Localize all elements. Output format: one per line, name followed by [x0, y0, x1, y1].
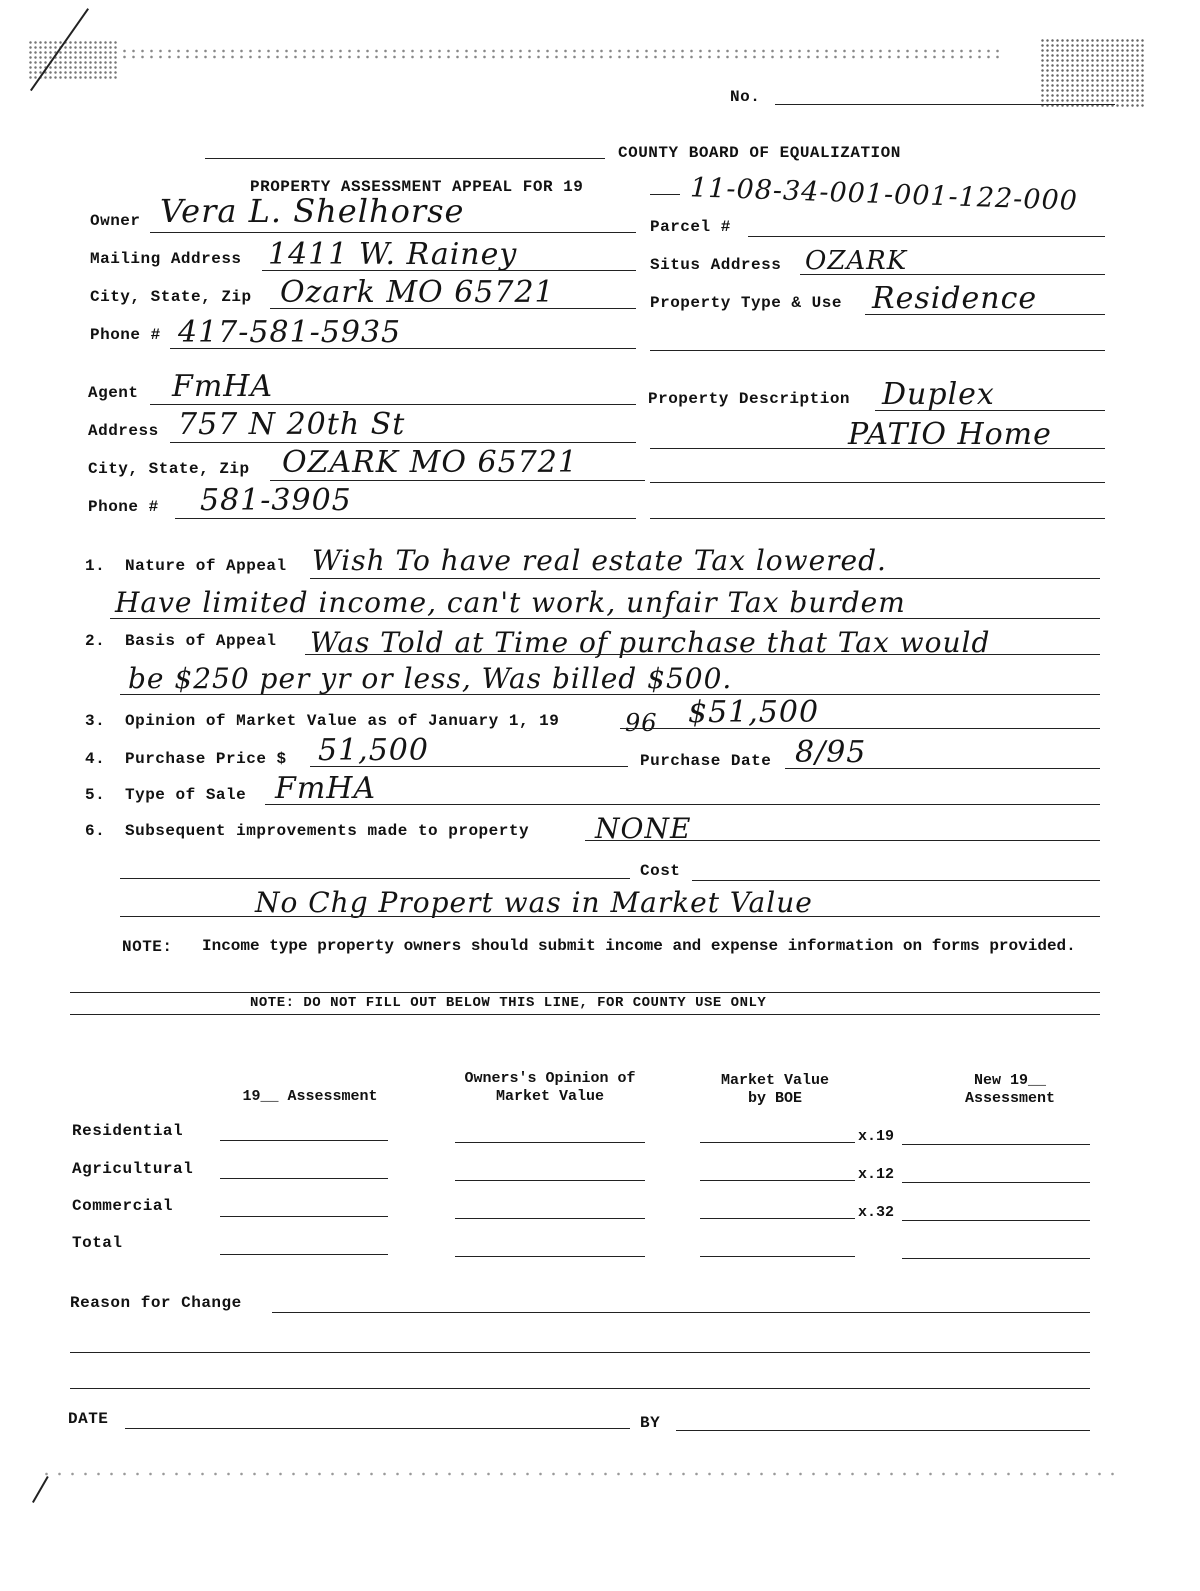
type-line — [865, 314, 1105, 315]
item-3-number: 3. — [85, 712, 106, 730]
row-line — [220, 1254, 388, 1255]
row-line — [902, 1182, 1090, 1183]
col-opinion-header-2: Market Value — [495, 1088, 605, 1105]
basis-line-2 — [120, 694, 1100, 695]
situs-value: OZARK — [805, 246, 908, 276]
by-label: BY — [640, 1414, 661, 1432]
agent-city-line — [270, 480, 645, 481]
remark-value: No Chg Propert was in Market Value — [255, 886, 813, 919]
item-4-number: 4. — [85, 750, 106, 768]
price-label: Purchase Price $ — [125, 750, 287, 768]
row-multiplier: x.12 — [858, 1166, 895, 1183]
reason-line-1 — [272, 1312, 1090, 1313]
row-label-commercial: Commercial — [72, 1197, 174, 1215]
owner-label: Owner — [90, 212, 141, 230]
mailing-label: Mailing Address — [90, 250, 242, 268]
improve-line-2 — [120, 878, 630, 879]
col-opinion-header-1: Owners's Opinion of — [464, 1070, 636, 1087]
row-line — [902, 1144, 1090, 1145]
parcel-value: 11-08-34-001-001-122-000 — [689, 172, 1079, 217]
description-value-2: PATIO Home — [848, 417, 1052, 452]
county-name-line — [205, 158, 605, 159]
opinion-label: Opinion of Market Value as of January 1, 19 — [125, 712, 560, 730]
row-label-total: Total — [72, 1234, 123, 1252]
reason-label: Reason for Change — [70, 1294, 242, 1312]
type-label: Property Type & Use — [650, 294, 842, 312]
row-line — [455, 1142, 645, 1143]
purchase-date-label: Purchase Date — [640, 752, 772, 770]
owner-value: Vera L. Shelhorse — [160, 192, 465, 230]
row-line — [455, 1218, 645, 1219]
opinion-line — [620, 728, 1100, 729]
agent-address-line — [170, 442, 636, 443]
description-label: Property Description — [648, 390, 851, 408]
row-line — [455, 1256, 645, 1257]
col-boe-header-1: Market Value — [720, 1072, 830, 1089]
agent-phone-line — [175, 518, 636, 519]
situs-line — [800, 274, 1105, 275]
by-line — [676, 1430, 1090, 1431]
description-line-2 — [650, 448, 1105, 449]
basis-label: Basis of Appeal — [125, 632, 277, 650]
owner-phone-label: Phone # — [90, 326, 161, 344]
cost-line — [692, 880, 1100, 881]
description-line-4 — [650, 518, 1105, 519]
nature-label: Nature of Appeal — [125, 557, 287, 575]
improve-value: NONE — [595, 812, 692, 845]
basis-value-1: Was Told at Time of purchase that Tax would — [310, 626, 991, 659]
basis-line-1 — [305, 654, 1100, 655]
owner-phone-value: 417-581-5935 — [178, 315, 402, 350]
row-line — [700, 1256, 855, 1257]
date-label: DATE — [68, 1410, 109, 1428]
year-line — [650, 194, 680, 195]
row-line — [220, 1178, 388, 1179]
item-1-number: 1. — [85, 557, 106, 575]
sale-value: FmHA — [275, 771, 377, 806]
remark-line — [120, 916, 1100, 917]
agent-phone-value: 581-3905 — [200, 483, 352, 518]
agent-label: Agent — [88, 384, 139, 402]
agent-city-value: OZARK MO 65721 — [282, 445, 578, 480]
note-label: NOTE: — [122, 938, 173, 956]
date-line — [125, 1428, 630, 1429]
row-multiplier: x.19 — [858, 1128, 895, 1145]
row-line — [902, 1258, 1090, 1259]
sale-line — [265, 804, 1100, 805]
mailing-value: 1411 W. Rainey — [268, 237, 518, 272]
item-5-number: 5. — [85, 786, 106, 804]
agent-address-label: Address — [88, 422, 159, 440]
col-boe-header-2: by BOE — [747, 1090, 802, 1107]
purchase-date-line — [785, 768, 1100, 769]
agent-city-label: City, State, Zip — [88, 460, 250, 478]
opinion-value: $51,500 — [688, 695, 820, 730]
price-line — [310, 766, 628, 767]
row-line — [700, 1142, 855, 1143]
owner-phone-line — [170, 348, 636, 349]
situs-label: Situs Address — [650, 256, 782, 274]
board-title: COUNTY BOARD OF EQUALIZATION — [618, 144, 901, 162]
item-2-number: 2. — [85, 632, 106, 650]
sale-label: Type of Sale — [125, 786, 247, 804]
description-line-1 — [875, 410, 1105, 411]
cost-label: Cost — [640, 862, 681, 880]
form-title: PROPERTY ASSESSMENT APPEAL FOR 19 — [250, 178, 584, 196]
row-label-agricultural: Agricultural — [72, 1160, 194, 1178]
divider-bottom — [70, 1014, 1100, 1015]
row-line — [220, 1140, 388, 1141]
improve-label: Subsequent improvements made to property — [125, 822, 530, 840]
item-6-number: 6. — [85, 822, 106, 840]
row-multiplier: x.32 — [858, 1204, 895, 1221]
purchase-date-value: 8/95 — [795, 735, 867, 770]
county-use-note: NOTE: DO NOT FILL OUT BELOW THIS LINE, FOR COUNTY USE ONLY — [250, 995, 767, 1011]
divider-top — [70, 992, 1100, 993]
nature-value-1: Wish To have real estate Tax lowered. — [312, 544, 887, 577]
row-line — [700, 1218, 855, 1219]
row-line — [700, 1180, 855, 1181]
description-line-3 — [650, 482, 1105, 483]
parcel-label: Parcel # — [650, 218, 731, 236]
type-value: Residence — [872, 281, 1038, 316]
price-value: 51,500 — [318, 733, 429, 768]
type-line-2 — [650, 350, 1105, 351]
col-new-header-2: Assessment — [964, 1090, 1055, 1107]
improve-line — [585, 840, 1100, 841]
row-label-residential: Residential — [72, 1122, 184, 1140]
agent-line — [150, 404, 636, 405]
col-new-header-1: New 19__ — [973, 1072, 1046, 1089]
owner-city-value: Ozark MO 65721 — [280, 275, 555, 310]
basis-value-2: be $250 per yr or less, Was billed $500. — [128, 662, 733, 695]
mailing-line — [262, 270, 636, 271]
number-line — [775, 104, 1115, 105]
reason-line-2 — [70, 1352, 1090, 1353]
description-value-1: Duplex — [882, 377, 995, 412]
row-line — [455, 1180, 645, 1181]
opinion-year: 96 — [625, 709, 658, 737]
nature-line-2 — [110, 618, 1100, 619]
nature-value-2: Have limited income, can't work, unfair Tax burdem — [115, 586, 906, 619]
nature-line-1 — [310, 578, 1100, 579]
agent-address-value: 757 N 20th St — [178, 407, 406, 442]
owner-city-line — [270, 308, 636, 309]
row-line — [220, 1216, 388, 1217]
agent-phone-label: Phone # — [88, 498, 159, 516]
row-line — [902, 1220, 1090, 1221]
agent-value: FmHA — [172, 369, 274, 404]
reason-line-3 — [70, 1388, 1090, 1389]
note-text: Income type property owners should submit income and expense information on forms provided. — [202, 937, 1076, 955]
col-assessment-header: 19__ Assessment — [242, 1088, 378, 1105]
owner-line — [150, 232, 636, 233]
owner-city-label: City, State, Zip — [90, 288, 252, 306]
parcel-line — [748, 236, 1105, 237]
number-label: No. — [730, 88, 761, 106]
